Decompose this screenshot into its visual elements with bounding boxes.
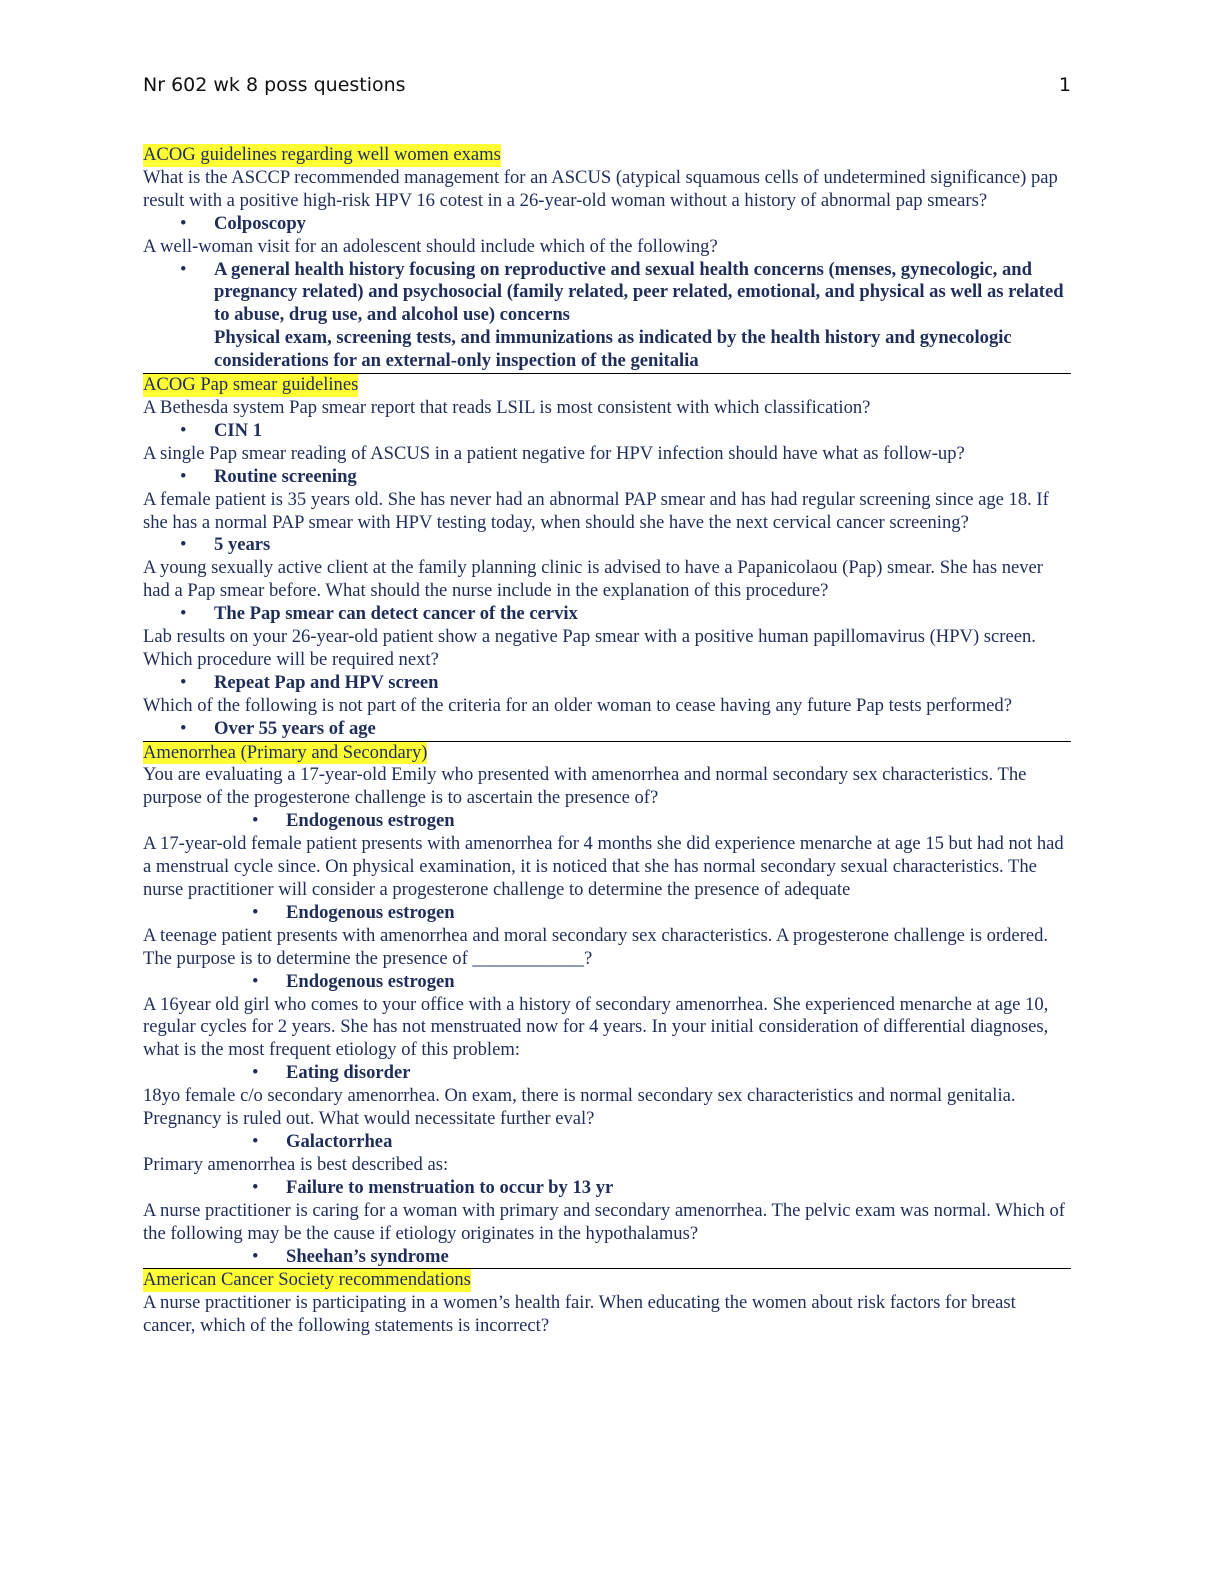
answer: • Routine screening <box>143 466 1071 489</box>
question: You are evaluating a 17-year-old Emily who presented with amenorrhea and normal secondary sex characteristics. The purpose of the progesterone challenge is to ascertain the presence of? <box>143 764 1027 809</box>
question: Primary amenorrhea is best described as: <box>143 1153 449 1175</box>
question: A 17-year-old female patient presents with amenorrhea for 4 months she did experience menarche at age 15 but had not had a menstrual cycle since. On physical examination, it is noticed that she has normal secondary sexual characteristics. The nurse practitioner will consider a progesterone challenge to determine the presence of adequate <box>143 833 1064 900</box>
section-title: ACOG guidelines regarding well women exams <box>143 144 501 165</box>
answer-list <box>143 1246 1071 1269</box>
answer-list <box>143 718 1071 741</box>
answer-list <box>143 466 1071 489</box>
document-body <box>143 144 1071 1338</box>
answer-list <box>143 534 1071 557</box>
question: A young sexually active client at the family planning clinic is advised to have a Papanicolaou (Pap) smear. She has never had a Pap smear before. What should the nurse include in the explanation of this procedure? <box>143 557 1043 602</box>
question: A nurse practitioner is caring for a woman with primary and secondary amenorrhea. The pelvic exam was normal. Which of the following may be the cause if etiology originates in the hypothalamus? <box>143 1199 1065 1244</box>
answer: • Sheehan’s syndrome <box>143 1246 1071 1269</box>
section-title: American Cancer Society recommendations <box>143 1269 471 1291</box>
answer: • Galactorrhea <box>143 1131 1071 1154</box>
answer: • The Pap smear can detect cancer of the cervix <box>143 603 1071 626</box>
question: A well-woman visit for an adolescent should include which of the following? <box>143 235 718 257</box>
question: Lab results on your 26-year-old patient show a negative Pap smear with a positive human papillomavirus (HPV) screen. Which procedure will be required next? <box>143 626 1036 670</box>
answer <box>143 259 1071 374</box>
answer-list <box>143 420 1071 443</box>
question: A single Pap smear reading of ASCUS in a patient negative for HPV infection should have what as follow-up? <box>143 442 965 464</box>
answer-list <box>143 213 1071 236</box>
section-title: ACOG Pap smear guidelines <box>143 374 359 396</box>
answer-list <box>143 672 1071 695</box>
answer-list <box>143 603 1071 626</box>
question: A Bethesda system Pap smear report that reads LSIL is most consistent with which classification? <box>143 396 871 418</box>
question: A nurse practitioner is participating in a women’s health fair. When educating the women about risk factors for breast cancer, which of the following statements is incorrect? <box>143 1292 1016 1337</box>
answer-list <box>143 810 1071 833</box>
question: A 16year old girl who comes to your office with a history of secondary amenorrhea. She experienced menarche at age 10, regular cycles for 2 years. She has not menstruated now for 4 years. In your initial consideration of differential diagnoses, what is the most frequent etiology of this problem: <box>143 993 1049 1061</box>
answer-list <box>143 902 1071 925</box>
answer: • Endogenous estrogen <box>143 971 1071 994</box>
page-header <box>143 74 1071 96</box>
section-well-women-exams <box>143 144 1071 374</box>
answer-list <box>143 259 1071 374</box>
answer: • Repeat Pap and HPV screen <box>143 672 1071 695</box>
section-american-cancer-society <box>143 1269 1071 1338</box>
page-number: 1 <box>1058 74 1071 96</box>
answer: • Failure to menstruation to occur by 13 yr <box>143 1177 1071 1200</box>
answer-list <box>143 1062 1071 1085</box>
question: A teenage patient presents with amenorrhea and moral secondary sex characteristics. A progesterone challenge is ordered. The purpose is to determine the presence of ____________? <box>143 924 1049 969</box>
answer: • Endogenous estrogen <box>143 810 1071 833</box>
section-title: Amenorrhea (Primary and Secondary) <box>143 741 428 763</box>
question: Which of the following is not part of the criteria for an older woman to cease having any future Pap tests performed? <box>143 694 1012 716</box>
answer-list <box>143 971 1071 994</box>
answer: • CIN 1 <box>143 420 1071 443</box>
question: A female patient is 35 years old. She has never had an abnormal PAP smear and has had regular screening since age 18. If she has a normal PAP smear with HPV testing today, when should she have the next cervical cancer screening? <box>143 488 1049 533</box>
section-pap-smear-guidelines <box>143 374 1071 742</box>
answer-line: A general health history focusing on reproductive and sexual health concerns (menses, gynecologic, and pregnancy related) and psychosocial (family related, peer related, emotional, and physical as well as related to abuse, drug use, and alcohol use) concerns <box>214 258 1064 326</box>
answer: • Over 55 years of age <box>143 718 1071 741</box>
answer-list <box>143 1131 1071 1154</box>
answer-line: Physical exam, screening tests, and immunizations as indicated by the health history and gynecologic considerations for an external-only inspection of the genitalia <box>214 327 1012 372</box>
answer: • 5 years <box>143 534 1071 557</box>
answer: • Colposcopy <box>143 213 1071 236</box>
answer: • Endogenous estrogen <box>143 902 1071 925</box>
answer: • Eating disorder <box>143 1062 1071 1085</box>
answer-list <box>143 1177 1071 1200</box>
section-amenorrhea <box>143 742 1071 1270</box>
question: 18yo female c/o secondary amenorrhea. On exam, there is normal secondary sex characteristics and normal genitalia. Pregnancy is ruled out. What would necessitate further eval? <box>143 1085 1016 1130</box>
header-title: Nr 602 wk 8 poss questions <box>143 74 406 96</box>
question: What is the ASCCP recommended management for an ASCUS (atypical squamous cells of undetermined significance) pap result with a positive high-risk HPV 16 cotest in a 26-year-old woman without a history of abnormal pap smears? <box>143 166 1058 211</box>
